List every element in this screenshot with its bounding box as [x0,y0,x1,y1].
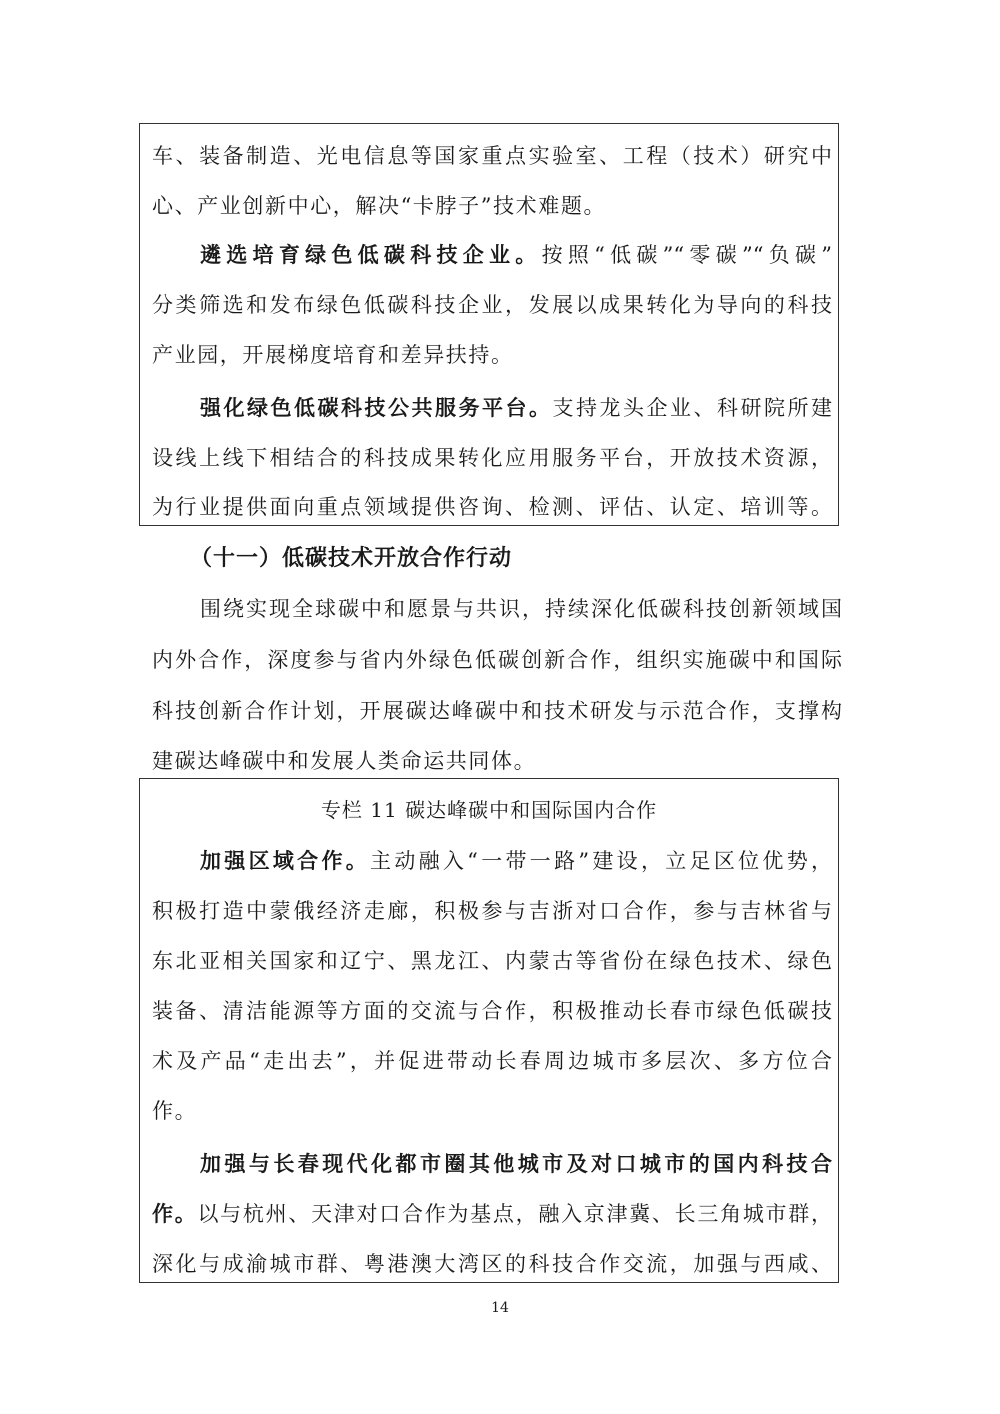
box1-p3-line2: 设线上线下相结合的科技成果转化应用服务平台，开放技术资源， [152,446,832,470]
box2-p1-line2: 积极打造中蒙俄经济走廊，积极参与吉浙对口合作，参与吉林省与 [152,899,832,923]
box2-p1-line3: 东北亚相关国家和辽宁、黑龙江、内蒙古等省份在绿色技术、绿色 [152,949,832,973]
page-number: 14 [491,1300,509,1316]
box1-p3-line1 [200,393,832,423]
section-line3: 科技创新合作计划，开展碳达峰碳中和技术研发与示范合作，支撑构 [152,699,842,723]
section-line1: 围绕实现全球碳中和愿景与共识，持续深化低碳科技创新领域国 [200,597,842,621]
box1-p2-bold: 遴选培育绿色低碳科技企业。 [200,242,542,267]
section-heading: （十一）低碳技术开放合作行动 [190,545,513,571]
box2-p2-rest: 以与杭州、天津对口合作为基点，融入京津冀、长三角城市群， [197,1202,833,1226]
box1-p2-line1 [200,240,832,270]
box2-p2-line1: 加强与长春现代化都市圈其他城市及对口城市的国内科技合 [200,1151,832,1176]
section-line4: 建碳达峰碳中和发展人类命运共同体。 [152,749,537,773]
box1-p2-line2: 分类筛选和发布绿色低碳科技企业，发展以成果转化为导向的科技 [152,293,832,317]
box2-caption: 专栏 11 碳达峰碳中和国际国内合作 [320,798,658,822]
box1-p1-line2: 心、产业创新中心，解决“卡脖子”技术难题。 [152,194,607,218]
section-line2: 内外合作，深度参与省内外绿色低碳创新合作，组织实施碳中和国际 [152,648,842,672]
box1-p1-line1: 车、装备制造、光电信息等国家重点实验室、工程（技术）研究中 [152,144,832,168]
box2-p2-bold: 作。 [152,1201,198,1226]
box1-p3-rest: 支持龙头企业、科研院所建 [552,396,832,420]
box1-p3-bold: 强化绿色低碳科技公共服务平台。 [200,395,553,420]
box2-p2-line2 [152,1199,832,1229]
box1-p2-rest: 按照“低碳”“零碳”“负碳” [541,243,832,267]
box1-p2-line3: 产业园，开展梯度培育和差异扶持。 [152,343,514,367]
box2-p1-line6: 作。 [152,1099,198,1123]
box2-p1-bold: 加强区域合作。 [200,848,371,873]
box2-p1-line1 [200,846,832,876]
box1-p3-line3: 为行业提供面向重点领域提供咨询、检测、评估、认定、培训等。 [152,495,832,519]
box2-p2-line3: 深化与成渝城市群、粤港澳大湾区的科技合作交流，加强与西咸、 [152,1252,832,1276]
box2-p1-line5: 术及产品“走出去”，并促进带动长春周边城市多层次、多方位合 [152,1049,832,1073]
box2-p1-line4: 装备、清洁能源等方面的交流与合作，积极推动长春市绿色低碳技 [152,999,832,1023]
box2-p1-rest: 主动融入“一带一路”建设，立足区位优势， [370,849,832,873]
